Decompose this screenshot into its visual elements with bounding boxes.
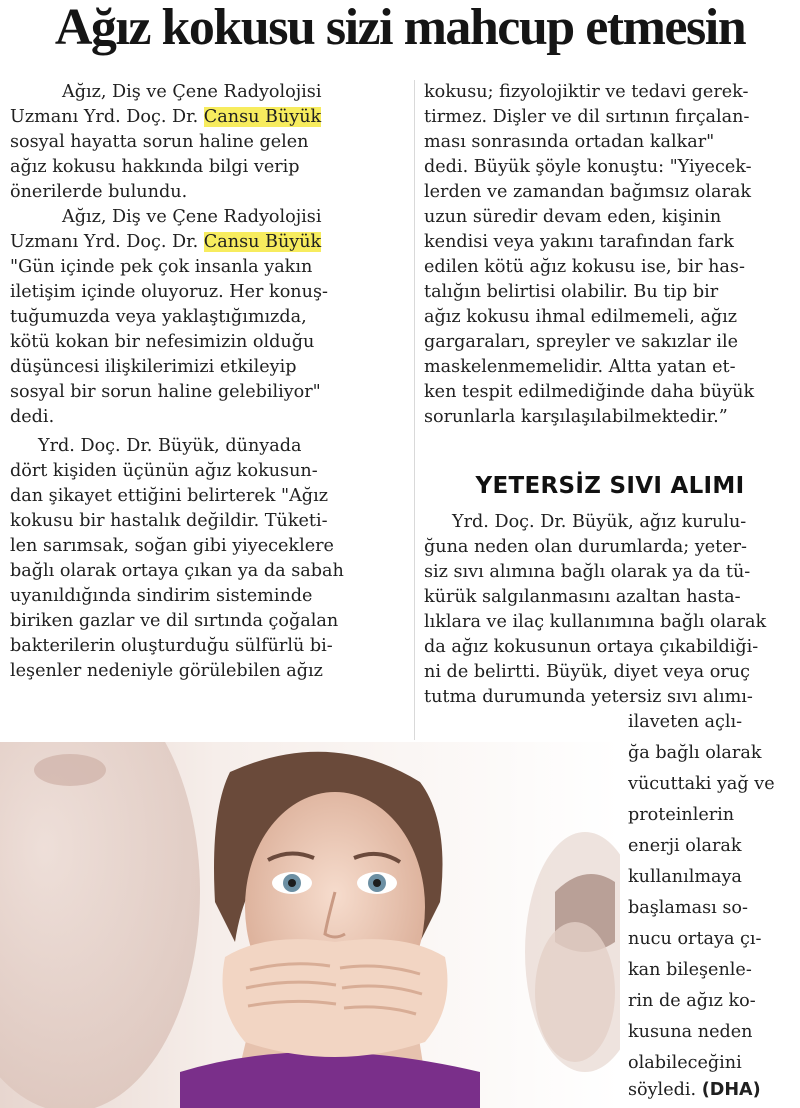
text-line: başlaması so-	[628, 898, 748, 918]
highlighted-name: Cansu Büyük	[203, 232, 322, 252]
text-line: leşenler nedeniyle görülebilen ağız	[10, 661, 323, 681]
text-line: kötü kokan bir nefesimizin olduğu	[10, 332, 315, 352]
text-line: siz sıvı alımına bağlı olarak ya da tü-	[424, 562, 751, 582]
text-line: ğa bağlı olarak	[628, 743, 762, 763]
text-line: dedi.	[10, 407, 55, 427]
text-line: talığın belirtisi olabilir. Bu tip bir	[424, 282, 719, 302]
text-line: kokusu; fizyolojiktir ve tedavi gerek-	[424, 82, 749, 102]
text-line: söyledi. (DHA)	[628, 1080, 761, 1100]
text-line: maskelenmemelidir. Altta yatan et-	[424, 357, 736, 377]
text-line: olabileceğini	[628, 1053, 742, 1073]
text-line: Ağız, Diş ve Çene Radyolojisi	[62, 207, 322, 227]
text-line: iletişim içinde oluyoruz. Her konuş-	[10, 282, 328, 302]
text-line: proteinlerin	[628, 805, 735, 825]
section-subheading: YETERSİZ SIVI ALIMI	[475, 473, 745, 499]
text-line: dört kişiden üçünün ağız kokusun-	[10, 461, 318, 481]
text-line: Uzmanı Yrd. Doç. Dr. Cansu Büyük	[10, 107, 322, 127]
text-line: vücuttaki yağ ve	[628, 774, 775, 794]
headline: Ağız kokusu sizi mahcup etmesin	[54, 0, 746, 56]
text-line: uyanıldığında sindirim sisteminde	[10, 586, 313, 606]
text-line: önerilerde bulundu.	[10, 182, 188, 202]
text-line: ması sonrasında ortadan kalkar"	[424, 132, 715, 152]
text-line: kürük salgılanmasını azaltan hasta-	[424, 587, 741, 607]
text-line: bakterilerin oluşturduğu sülfürlü bi-	[10, 636, 333, 656]
text-line: Yrd. Doç. Dr. Büyük, ağız kurulu-	[452, 512, 747, 532]
text-line: gargaraları, spreyler ve sakızlar ile	[424, 332, 739, 352]
text-line: düşüncesi ilişkilerimizi etkileyip	[10, 357, 297, 377]
text-line: bağlı olarak ortaya çıkan ya da sabah	[10, 561, 344, 581]
text-line: dan şikayet ettiğini belirterek "Ağız	[10, 486, 328, 506]
text-line: kullanılmaya	[628, 867, 742, 887]
text-line: kokusu bir hastalık değildir. Tüketi-	[10, 511, 328, 531]
text-line: biriken gazlar ve dil sırtında çoğalan	[10, 611, 339, 631]
source-credit: (DHA)	[701, 1080, 761, 1100]
text-line: uzun süredir devam eden, kişinin	[424, 207, 722, 227]
text-line: ken tespit edilmediğinde daha büyük	[424, 382, 755, 402]
text-line: tutma durumunda yetersiz sıvı alımı-	[424, 687, 753, 707]
text-line: tirmez. Dişler ve dil sırtının fırçalan-	[424, 107, 750, 127]
text-line: Yrd. Doç. Dr. Büyük, dünyada	[38, 436, 302, 456]
text-line: kusuna neden	[628, 1022, 753, 1042]
text-line: enerji olarak	[628, 836, 742, 856]
text-line: rin de ağız ko-	[628, 991, 756, 1011]
text-line: Ağız, Diş ve Çene Radyolojisi	[62, 82, 322, 102]
highlighted-name: Cansu Büyük	[203, 107, 322, 127]
text-line: da ağız kokusunun ortaya çıkabildiği-	[424, 637, 759, 657]
text-line: ağız kokusu hakkında bilgi verip	[10, 157, 300, 177]
text-line: sorunlarla karşılaşılabilmektedir.”	[424, 407, 728, 427]
text-line: ağız kokusu ihmal edilmemeli, ağız	[424, 307, 737, 327]
text-line: lıklara ve ilaç kullanımına bağlı olarak	[424, 612, 767, 632]
text-line: edilen kötü ağız kokusu ise, bir has-	[424, 257, 745, 277]
text-line: "Gün içinde pek çok insanla yakın	[10, 257, 313, 277]
text-line: tuğumuzda veya yaklaştığımızda,	[10, 307, 307, 327]
text-line: sosyal bir sorun haline gelebiliyor"	[10, 382, 321, 402]
text-line: kendisi veya yakını tarafından fark	[424, 232, 734, 252]
text-line: ğuna neden olan durumlarda; yeter-	[424, 537, 747, 557]
article-photo	[0, 742, 620, 1108]
text-line: ilaveten açlı-	[628, 712, 743, 732]
column-divider	[414, 80, 415, 740]
text-line: dedi. Büyük şöyle konuştu: "Yiyecek-	[424, 157, 752, 177]
text-line: Uzmanı Yrd. Doç. Dr. Cansu Büyük	[10, 232, 322, 252]
text-line: ni de belirtti. Büyük, diyet veya oruç	[424, 662, 750, 682]
text-line: lerden ve zamandan bağımsız olarak	[424, 182, 752, 202]
photo-illustration	[0, 742, 620, 1108]
text-line: len sarımsak, soğan gibi yiyeceklere	[10, 536, 334, 556]
text-line: nucu ortaya çı-	[628, 929, 762, 949]
text-line: kan bileşenle-	[628, 960, 752, 980]
text-line: sosyal hayatta sorun haline gelen	[10, 132, 309, 152]
